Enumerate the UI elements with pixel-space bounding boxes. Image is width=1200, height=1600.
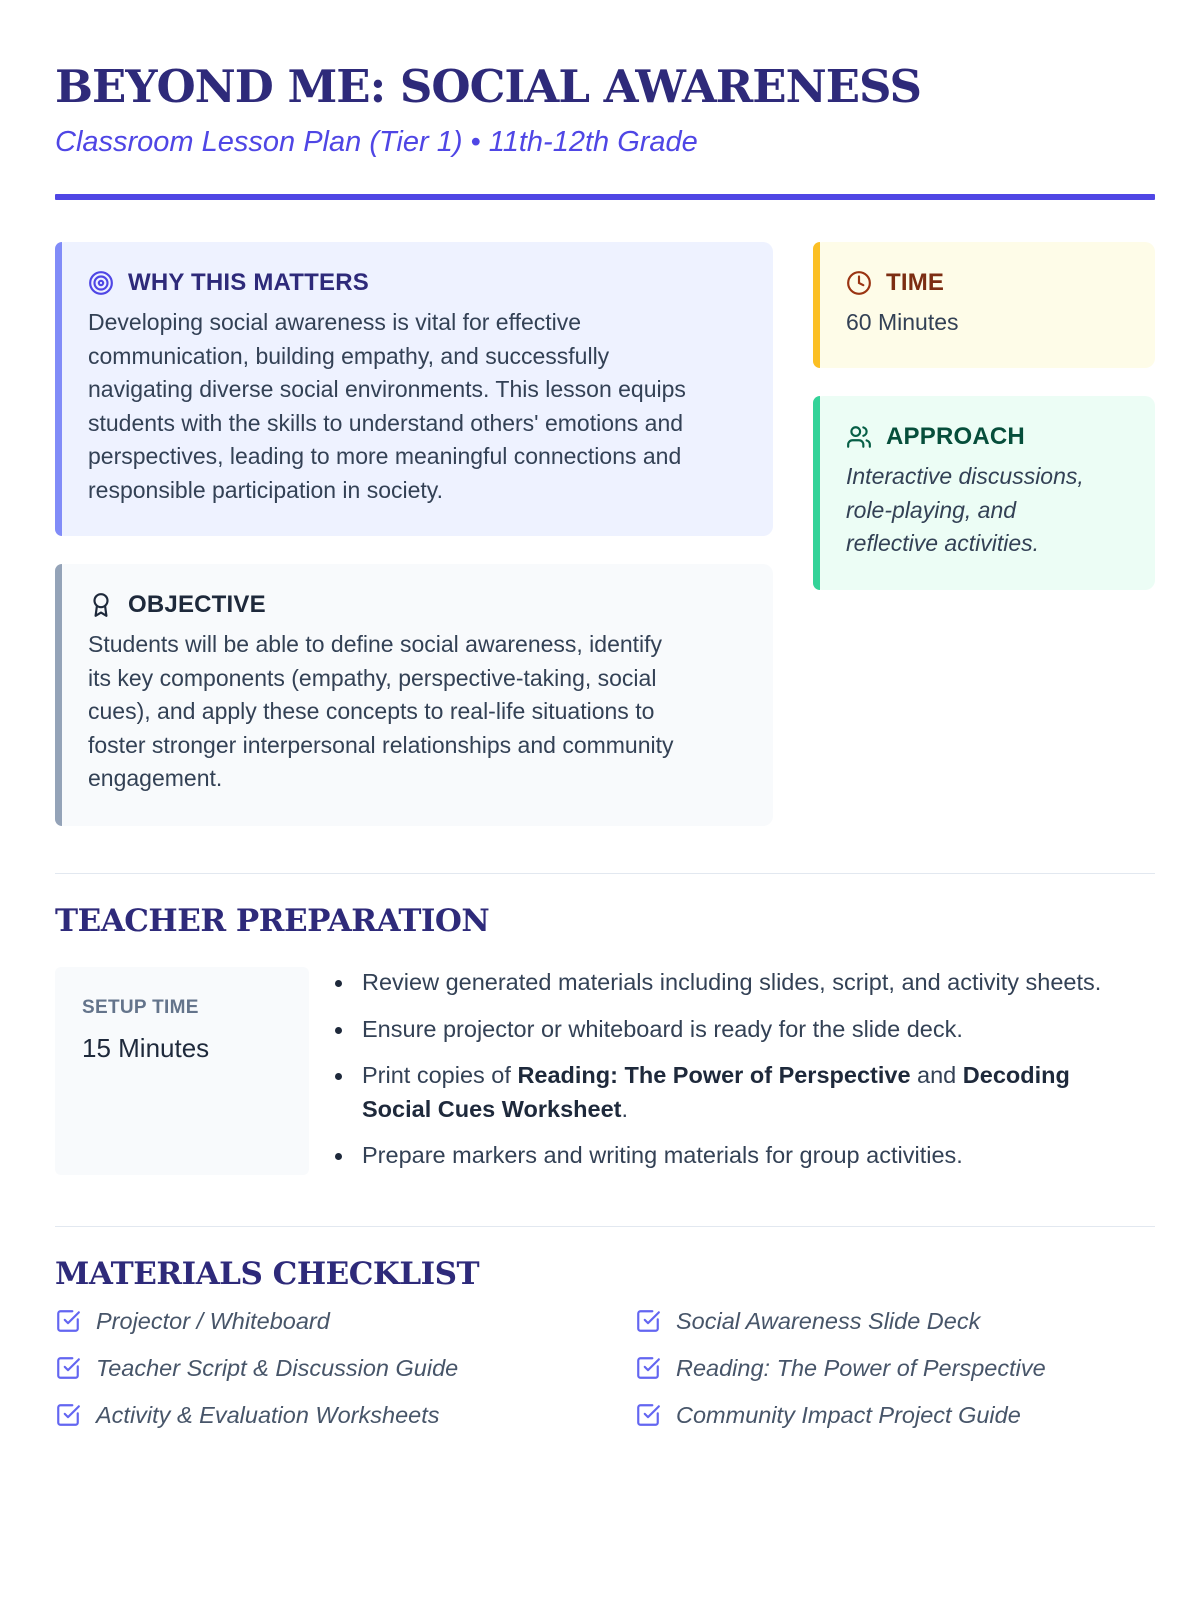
checklist-item: Projector / Whiteboard (55, 1304, 330, 1338)
section-divider (55, 873, 1155, 874)
why-this-matters-text: Developing social awareness is vital for effective communication, building empathy, and successfully navigating diverse social environments. This lesson equips students with the skills to understand others' emotions and perspectives, leading to more meaningful connections and responsible participation in society. (88, 309, 686, 503)
checkbox-checked-icon (55, 1402, 81, 1428)
setup-time-value: 15 Minutes (82, 1033, 210, 1063)
title-rule (55, 194, 1155, 200)
time-heading: TIME (886, 269, 945, 296)
list-item: Print copies of Reading: The Power of Perspective and Decoding Social Cues Worksheet. (335, 1059, 1165, 1126)
setup-time-label: SETUP TIME (82, 997, 199, 1018)
why-this-matters-card (55, 242, 773, 536)
list-item: Prepare markers and writing materials for group activities. (335, 1139, 1165, 1173)
objective-card (55, 564, 773, 826)
teacher-preparation-heading: TEACHER PREPARATION (55, 903, 490, 939)
checklist-item: Reading: The Power of Perspective (635, 1351, 1046, 1385)
approach-text: Interactive discussions, role-playing, and reflective activities. (846, 463, 1084, 557)
time-value: 60 Minutes (846, 309, 959, 335)
page-subtitle: Classroom Lesson Plan (Tier 1) • 11th-12th Grade (55, 126, 698, 158)
users-icon (846, 424, 872, 450)
setup-time-box (55, 967, 309, 1175)
checklist-item: Community Impact Project Guide (635, 1398, 1021, 1432)
clock-icon (846, 270, 872, 296)
list-item: Ensure projector or whiteboard is ready for the slide deck. (335, 1013, 1165, 1047)
checkbox-checked-icon (55, 1308, 81, 1334)
checklist-item: Teacher Script & Discussion Guide (55, 1351, 458, 1385)
checkbox-checked-icon (635, 1308, 661, 1334)
checklist-item: Social Awareness Slide Deck (635, 1304, 980, 1338)
target-icon (88, 270, 114, 296)
time-card (813, 242, 1155, 368)
approach-heading: APPROACH (886, 423, 1025, 450)
objective-heading: OBJECTIVE (128, 591, 266, 618)
preparation-list (335, 966, 1165, 1186)
objective-text: Students will be able to define social awareness, identify its key components (empathy, perspective-taking, social cues), and apply these concepts to real-life situations to foster stronger interpersonal relationships and community engagement. (88, 631, 674, 792)
approach-card (813, 396, 1155, 590)
why-this-matters-heading: WHY THIS MATTERS (128, 269, 369, 296)
materials-checklist-heading: MATERIALS CHECKLIST (55, 1256, 480, 1292)
checkbox-checked-icon (55, 1355, 81, 1381)
page-title: BEYOND ME: SOCIAL AWARENESS (55, 60, 922, 113)
section-divider (55, 1226, 1155, 1227)
checkbox-checked-icon (635, 1355, 661, 1381)
checklist-item: Activity & Evaluation Worksheets (55, 1398, 440, 1432)
checkbox-checked-icon (635, 1402, 661, 1428)
list-item: Review generated materials including slides, script, and activity sheets. (335, 966, 1165, 1000)
award-icon (88, 592, 114, 618)
